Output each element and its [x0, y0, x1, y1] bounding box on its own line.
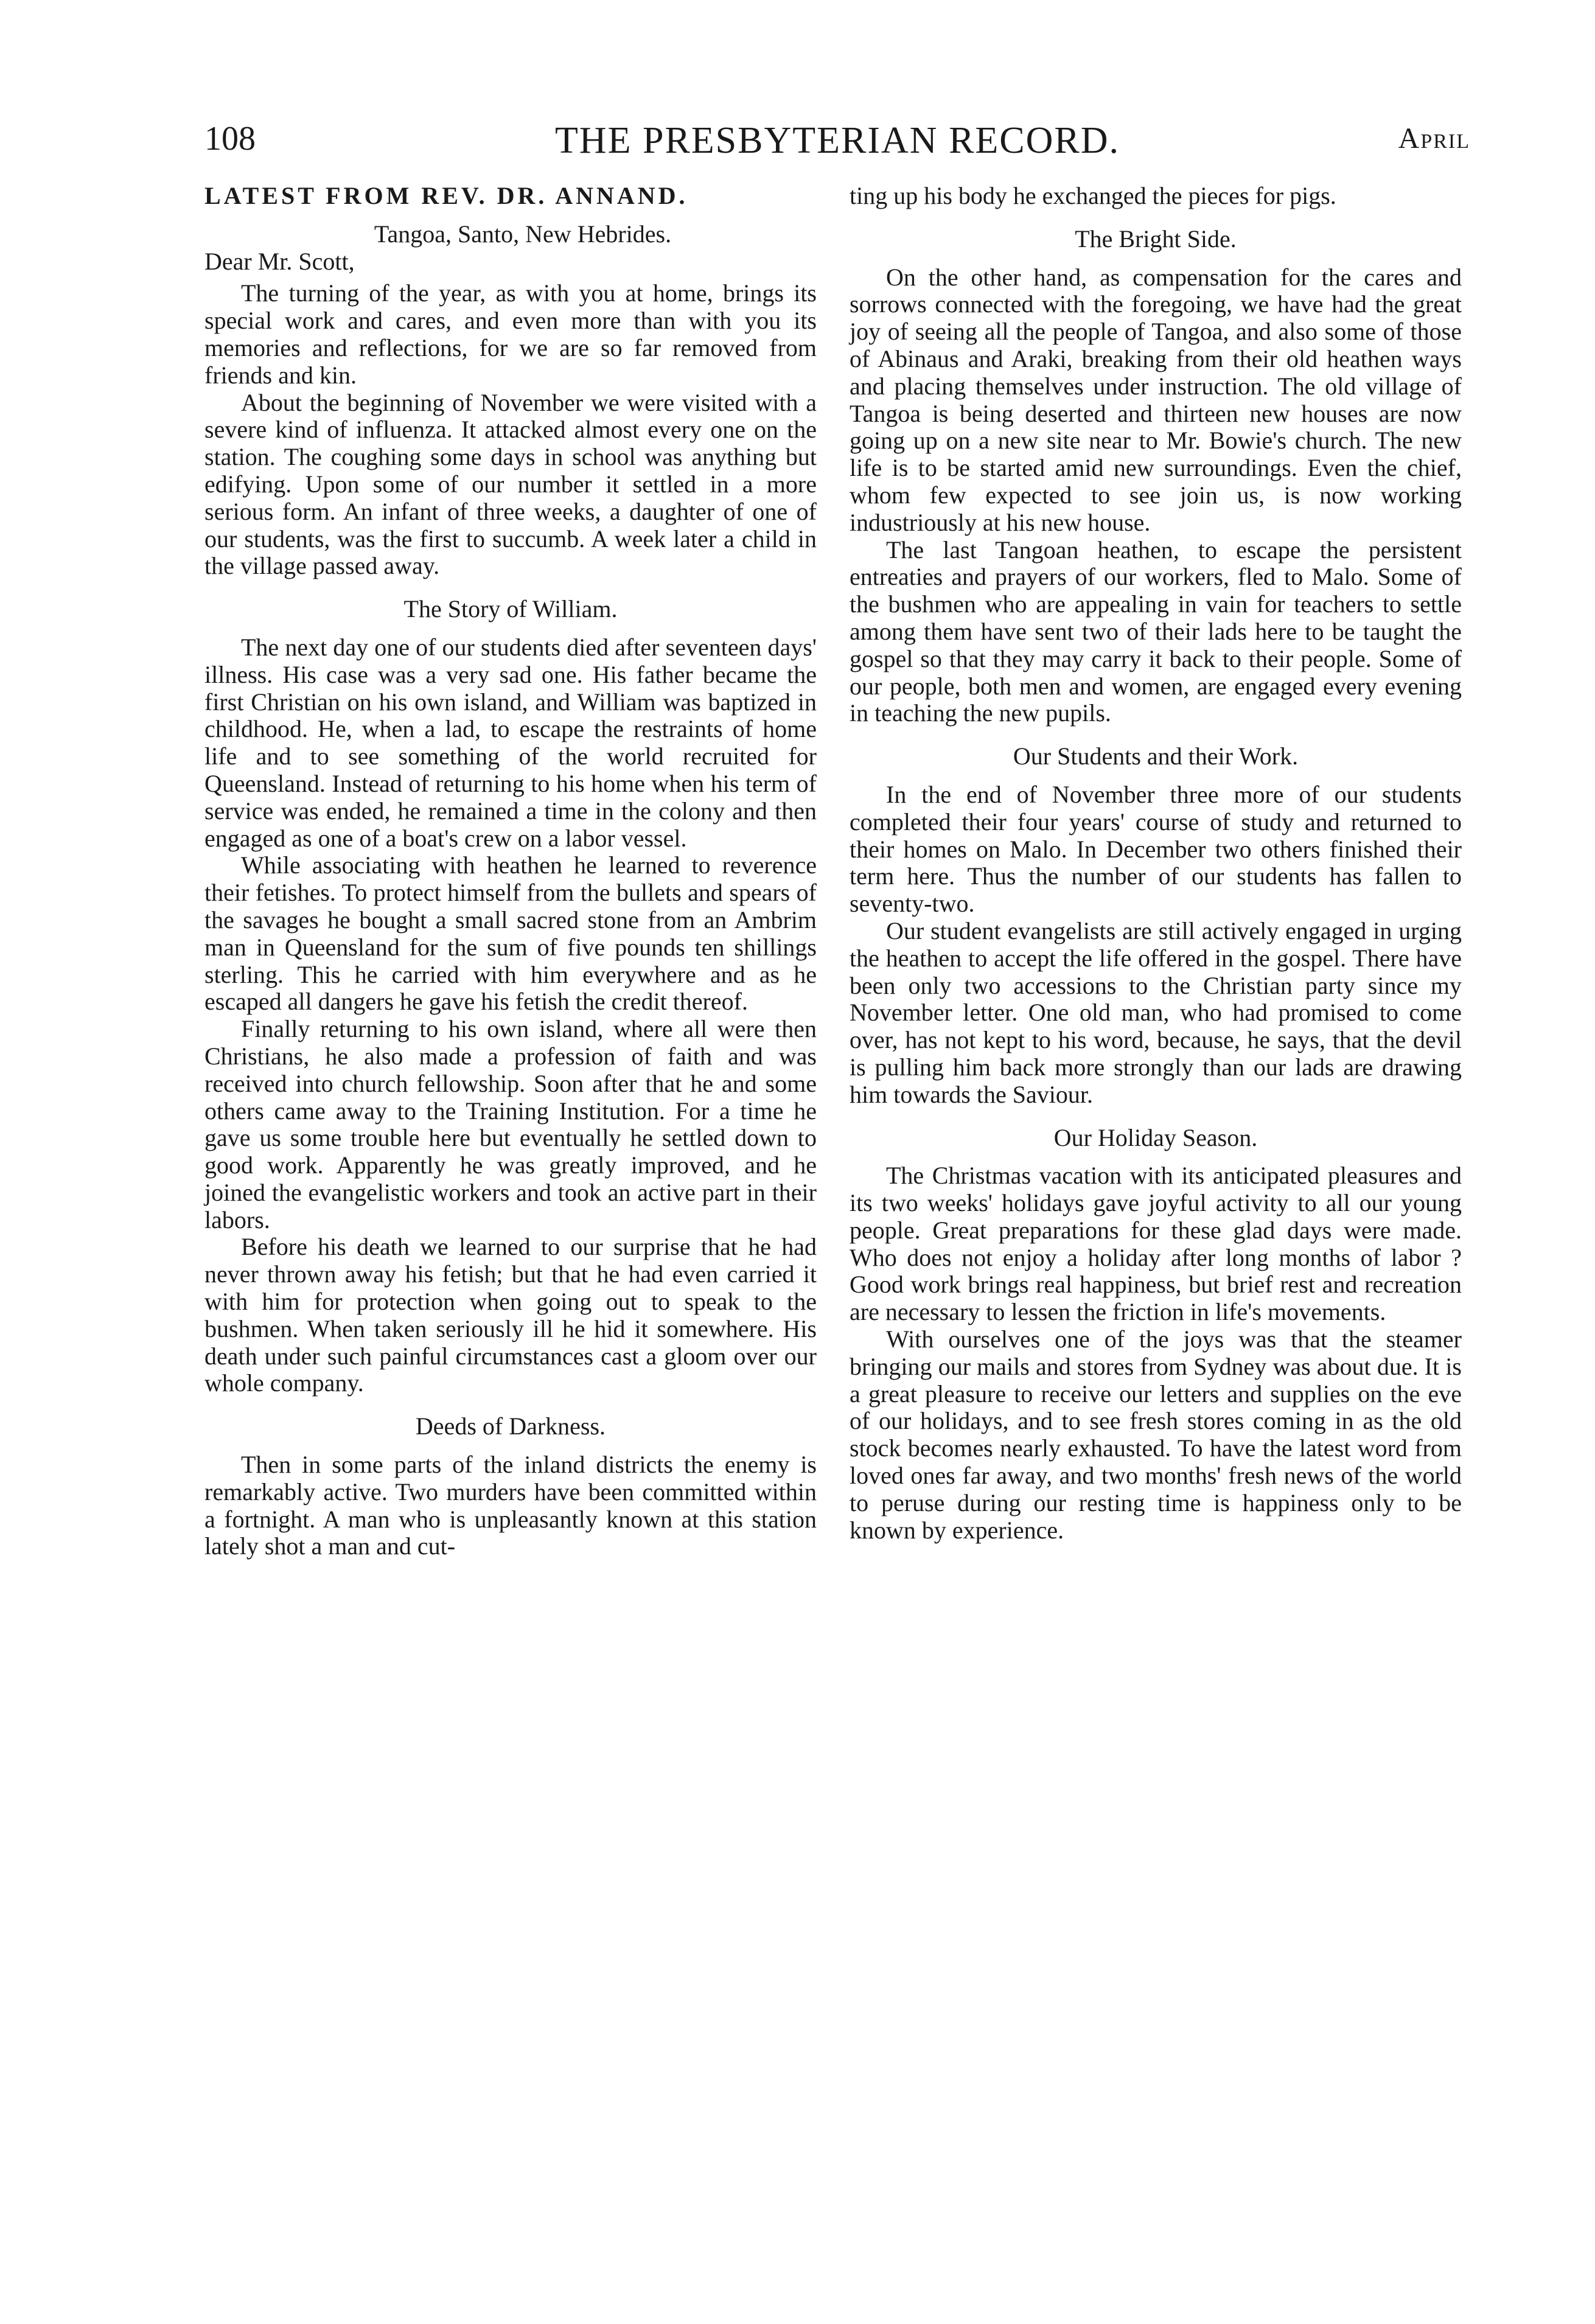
paragraph: The last Tangoan heathen, to escape the persistent entreaties and prayers of our workers, fled to Malo. Some of the bushmen who are appealing in vain for teachers to settle among them have sent two of their lads here to be taught the gospel so that they may carry it back to their people. Some of our people, both men and women, are engaged every evening in teaching the new pupils.	[850, 536, 1462, 727]
paragraph: While associating with heathen he learned to reverence their fetishes. To protect himself from the bullets and spears of the savages he bought a small sacred stone from an Ambrim man in Queensland for the sum of five pounds ten shillings sterling. This he carried with him everywhere and as he escaped all dangers he gave his fetish the credit thereof.	[204, 851, 817, 1016]
section-heading: The Bright Side.	[1075, 225, 1237, 253]
section-heading: Our Students and their Work.	[1013, 742, 1299, 770]
paragraph: With ourselves one of the joys was that the steamer bringing our mails and stores from Sydney was about due. It is a great pleasure to receive our letters and supplies on the eve of our holidays, and to see fresh stores coming in as the old stock becomes nearly exhausted. To have the latest word from loved ones far away, and two months' fresh news of the world to peruse during our resting time is happiness only to be known by experience.	[850, 1325, 1462, 1544]
paragraph: The turning of the year, as with you at home, brings its special work and cares, and even more than with you its memories and reflections, for we are so far removed from friends and kin.	[204, 279, 817, 389]
paragraph: Finally returning to his own island, where all were then Christians, he also made a profession of faith and was received into church fellowship. Soon after that he and some others came away to the Training Institution. For a time he gave us some trouble here but eventually he settled down to good work. Apparently he was greatly improved, and he joined the evangelistic workers and took an active part in their labors.	[204, 1015, 817, 1234]
section-heading: Our Holiday Season.	[1053, 1123, 1258, 1151]
section-heading: The Story of William.	[403, 595, 618, 623]
paragraph: Before his death we learned to our surprise that he had never thrown away his fetish; but that he had even carried it with him for protection when going out to speak to the bushmen. When taken seriously ill he hid it somewhere. His death under such painful circumstances cast a gloom over our whole company.	[204, 1233, 817, 1397]
page-header	[204, 119, 1470, 168]
paragraph: On the other hand, as compensation for the cares and sorrows connected with the foregoing, we have had the great joy of seeing all the people of Tangoa, and also some of those of Abinaus and Araki, breaking from their old heathen ways and placing themselves under instruction. The old village of Tangoa is being deserted and thirteen new houses are now going up on a new site near to Mr. Bowie's church. The new life is to be started amid new surroundings. Even the chief, whom few expected to see join us, is now working industriously at his new house.	[850, 263, 1462, 536]
journal-title: THE PRESBYTERIAN RECORD.	[554, 120, 1120, 161]
dateline: Tangoa, Santo, New Hebrides.	[374, 220, 672, 248]
salutation: Dear Mr. Scott,	[204, 247, 355, 275]
paragraph: In the end of November three more of our students completed their four years' course of study and returned to their homes on Malo. In December two others finished their term here. Thus the number of our students has fallen to seventy-two.	[850, 780, 1462, 918]
paragraph: Our student evangelists are still actively engaged in urging the heathen to accept the life offered in the gospel. There have been only two accessions to the Christian party since my November letter. One old man, who had promised to come over, has not kept to his word, because, he says, that the devil is pulling him back more strongly than our lads are drawing him towards the Saviour.	[850, 916, 1462, 1108]
left-column	[204, 183, 817, 1560]
section-heading: Deeds of Darkness.	[415, 1412, 606, 1440]
paragraph: Then in some parts of the inland districts the enemy is remarkably active. Two murders have been committed within a fortnight. A man who is unpleasantly known at this station lately shot a man and cut-	[204, 1451, 817, 1560]
paragraph: The Christmas vacation with its anticipated pleasures and its two weeks' holidays gave joyful activity to all our young people. Great preparations for these glad days were made. Who does not enjoy a holiday after long months of labor ? Good work brings real happiness, but brief rest and recreation are necessary to lessen the friction in life's movements.	[850, 1162, 1462, 1326]
right-column	[850, 183, 1462, 1544]
issue-month: April	[1398, 122, 1470, 155]
page-number: 108	[204, 120, 256, 158]
paragraph: The next day one of our students died after seventeen days' illness. His case was a very sad one. His father became the first Christian on his own island, and William was baptized in childhood. He, when a lad, to escape the restraints of home life and to see something of the world recruited for Queensland. Instead of returning to his home when his term of service was ended, he remained a time in the colony and then engaged as one of a boat's crew on a labor vessel.	[204, 633, 817, 852]
article-title: LATEST FROM REV. DR. ANNAND.	[204, 182, 688, 209]
paragraph: About the beginning of November we were visited with a severe kind of influenza. It attacked almost every one on the station. The coughing some days in school was anything but edifying. Upon some of our number it settled in a more serious form. An infant of three weeks, a daughter of one of our students, was the first to succumb. A week later a child in the village passed away.	[204, 388, 817, 580]
paragraph-continued: ting up his body he exchanged the pieces for pigs.	[850, 182, 1336, 209]
